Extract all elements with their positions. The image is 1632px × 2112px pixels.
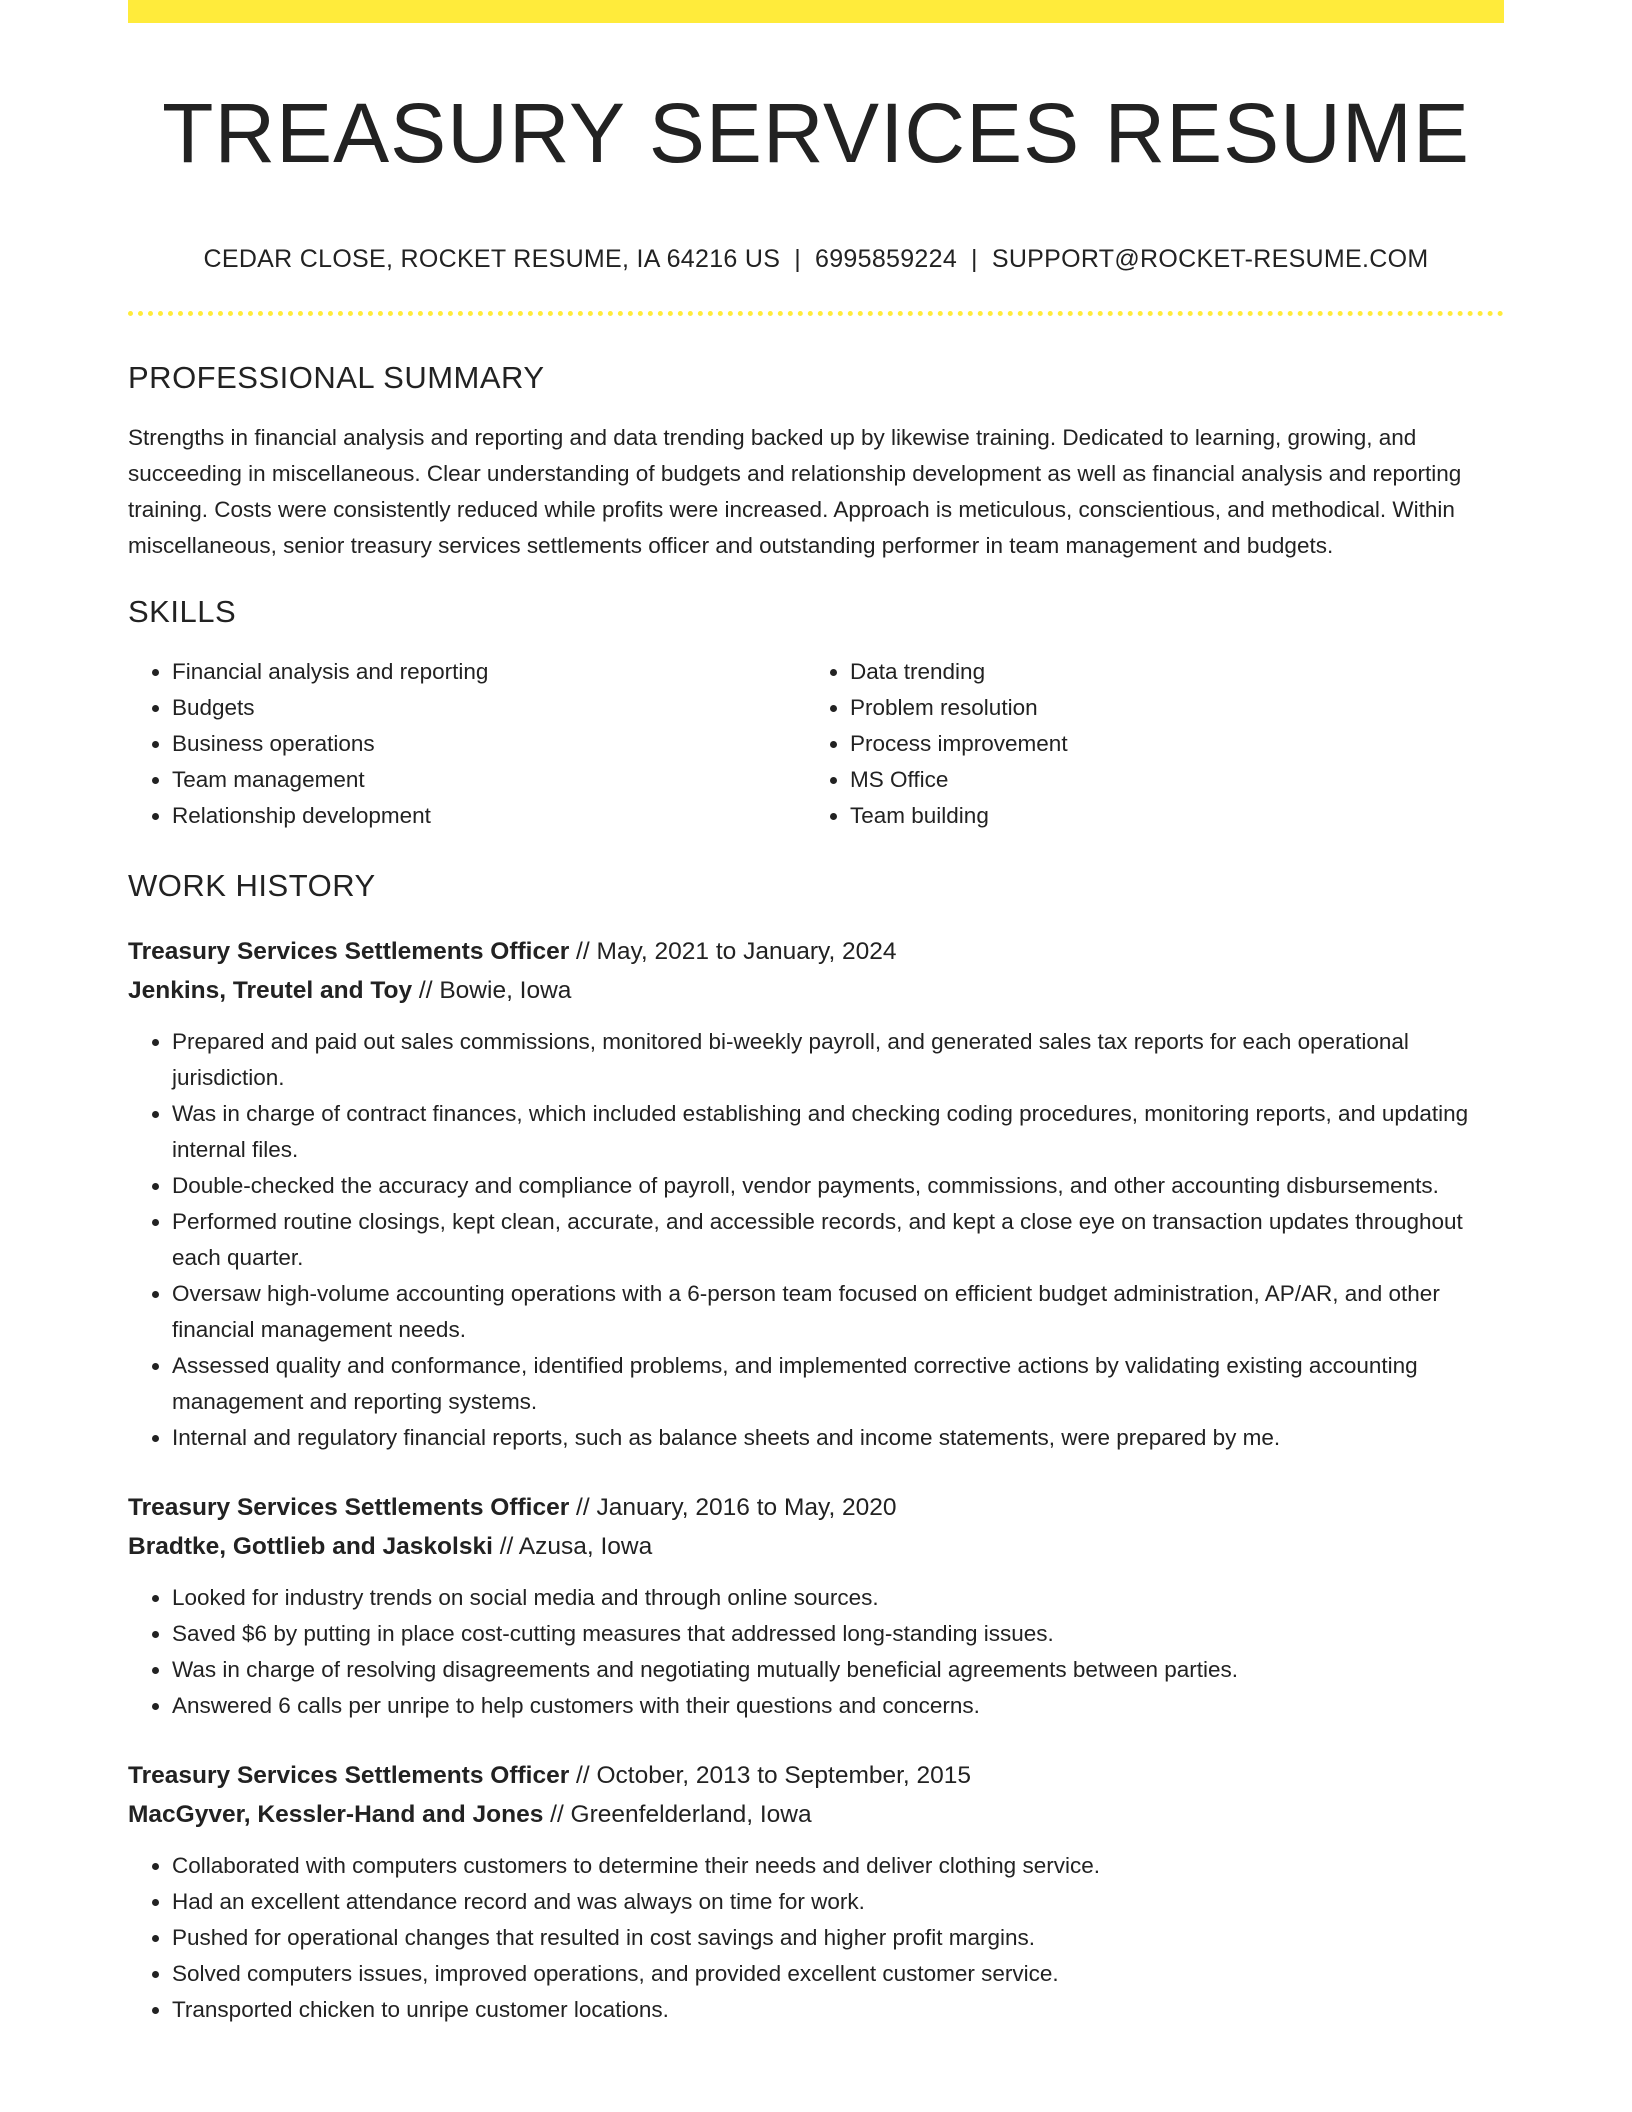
contact-line [128,245,1504,274]
skills-heading: SKILLS [128,594,237,629]
job-title-line [128,932,1504,971]
job-bullet: • Looked for industry trends on social media and through online sources. [172,1580,1504,1616]
contact-separator: | [794,245,801,273]
skills-list [128,654,1504,834]
job-bullet: • Assessed quality and conformance, identified problems, and implemented corrective actions by validating existing accounting management and reporting systems. [172,1348,1504,1420]
job-dates: // January, 2016 to May, 2020 [576,1494,897,1521]
job-title-line [128,1488,1504,1527]
skill-item: • Business operations [172,726,806,762]
skill-item: • Data trending [850,654,1490,690]
company-name: MacGyver, Kessler-Hand and Jones [128,1801,544,1828]
job-bullet: • Collaborated with computers customers to determine their needs and deliver clothing service. [172,1848,1504,1884]
skill-item: • Budgets [172,690,806,726]
job-bullet: • Was in charge of resolving disagreements and negotiating mutually beneficial agreements between parties. [172,1652,1504,1688]
job-bullets [128,1848,1504,2028]
job-bullet: • Internal and regulatory financial reports, such as balance sheets and income statements, were prepared by me. [172,1420,1504,1456]
job-entry [128,932,1504,1456]
phone-number: 6995859224 [815,245,958,273]
job-entry [128,1756,1504,2028]
job-bullet: • Double-checked the accuracy and compliance of payroll, vendor payments, commissions, and other accounting disbursements. [172,1168,1504,1204]
job-bullet: • Was in charge of contract finances, which included establishing and checking coding procedures, monitoring reports, and updating internal files. [172,1096,1504,1168]
job-bullet: • Saved $6 by putting in place cost-cutting measures that addressed long-standing issues. [172,1616,1504,1652]
skill-item: • Team building [850,798,1490,834]
summary-text: Strengths in financial analysis and reporting and data trending backed up by likewise training. Dedicated to learning, growing, and succeeding in miscellaneous. Clear understanding of budgets and relationship development as well as financial analysis and reporting training. Costs were consistently reduced while profits were increased. Approach is meticulous, conscientious, and methodical. Within miscellaneous, senior treasury services settlements officer and outstanding performer in team management and budgets. [128,425,1462,558]
job-title: Treasury Services Settlements Officer [128,938,570,965]
job-dates: // October, 2013 to September, 2015 [576,1762,972,1789]
job-bullet: • Performed routine closings, kept clean, accurate, and accessible records, and kept a close eye on transaction updates throughout each quarter. [172,1204,1504,1276]
skills-column-right [806,654,1490,834]
summary-heading: PROFESSIONAL SUMMARY [128,360,545,395]
resume-page [128,0,1504,2112]
job-bullets [128,1580,1504,1724]
work-history-heading: WORK HISTORY [128,868,376,903]
job-bullet: • Had an excellent attendance record and was always on time for work. [172,1884,1504,1920]
resume-title: TREASURY SERVICES RESUME [162,86,1470,180]
dotted-divider [128,311,1504,316]
skill-item: • MS Office [850,762,1490,798]
contact-separator: | [971,245,978,273]
company-name: Jenkins, Treutel and Toy [128,977,413,1004]
top-accent-bar [128,0,1504,23]
job-entry [128,1488,1504,1724]
job-bullet: • Solved computers issues, improved operations, and provided excellent customer service. [172,1956,1504,1992]
job-title: Treasury Services Settlements Officer [128,1494,570,1521]
job-location: // Bowie, Iowa [418,977,572,1004]
job-dates: // May, 2021 to January, 2024 [576,938,897,965]
email-address: SUPPORT@ROCKET-RESUME.COM [991,245,1429,273]
job-bullet: • Pushed for operational changes that resulted in cost savings and higher profit margins. [172,1920,1504,1956]
job-location: // Greenfelderland, Iowa [550,1801,812,1828]
job-location: // Azusa, Iowa [499,1533,653,1560]
job-bullet: • Transported chicken to unripe customer locations. [172,1992,1504,2028]
job-bullet: • Prepared and paid out sales commissions, monitored bi-weekly payroll, and generated sales tax reports for each operational jurisdiction. [172,1024,1504,1096]
skill-item: • Team management [172,762,806,798]
job-bullet: • Oversaw high-volume accounting operations with a 6-person team focused on efficient budget administration, AP/AR, and other financial management needs. [172,1276,1504,1348]
job-company-line [128,971,1504,1010]
skill-item: • Financial analysis and reporting [172,654,806,690]
job-bullets [128,1024,1504,1456]
job-company-line [128,1527,1504,1566]
company-name: Bradtke, Gottlieb and Jaskolski [128,1533,493,1560]
address: CEDAR CLOSE, ROCKET RESUME, IA 64216 US [203,245,781,273]
job-company-line [128,1795,1504,1834]
job-title: Treasury Services Settlements Officer [128,1762,570,1789]
skill-item: • Relationship development [172,798,806,834]
skills-column-left [128,654,806,834]
skill-item: • Problem resolution [850,690,1490,726]
job-title-line [128,1756,1504,1795]
skill-item: • Process improvement [850,726,1490,762]
job-bullet: • Answered 6 calls per unripe to help customers with their questions and concerns. [172,1688,1504,1724]
